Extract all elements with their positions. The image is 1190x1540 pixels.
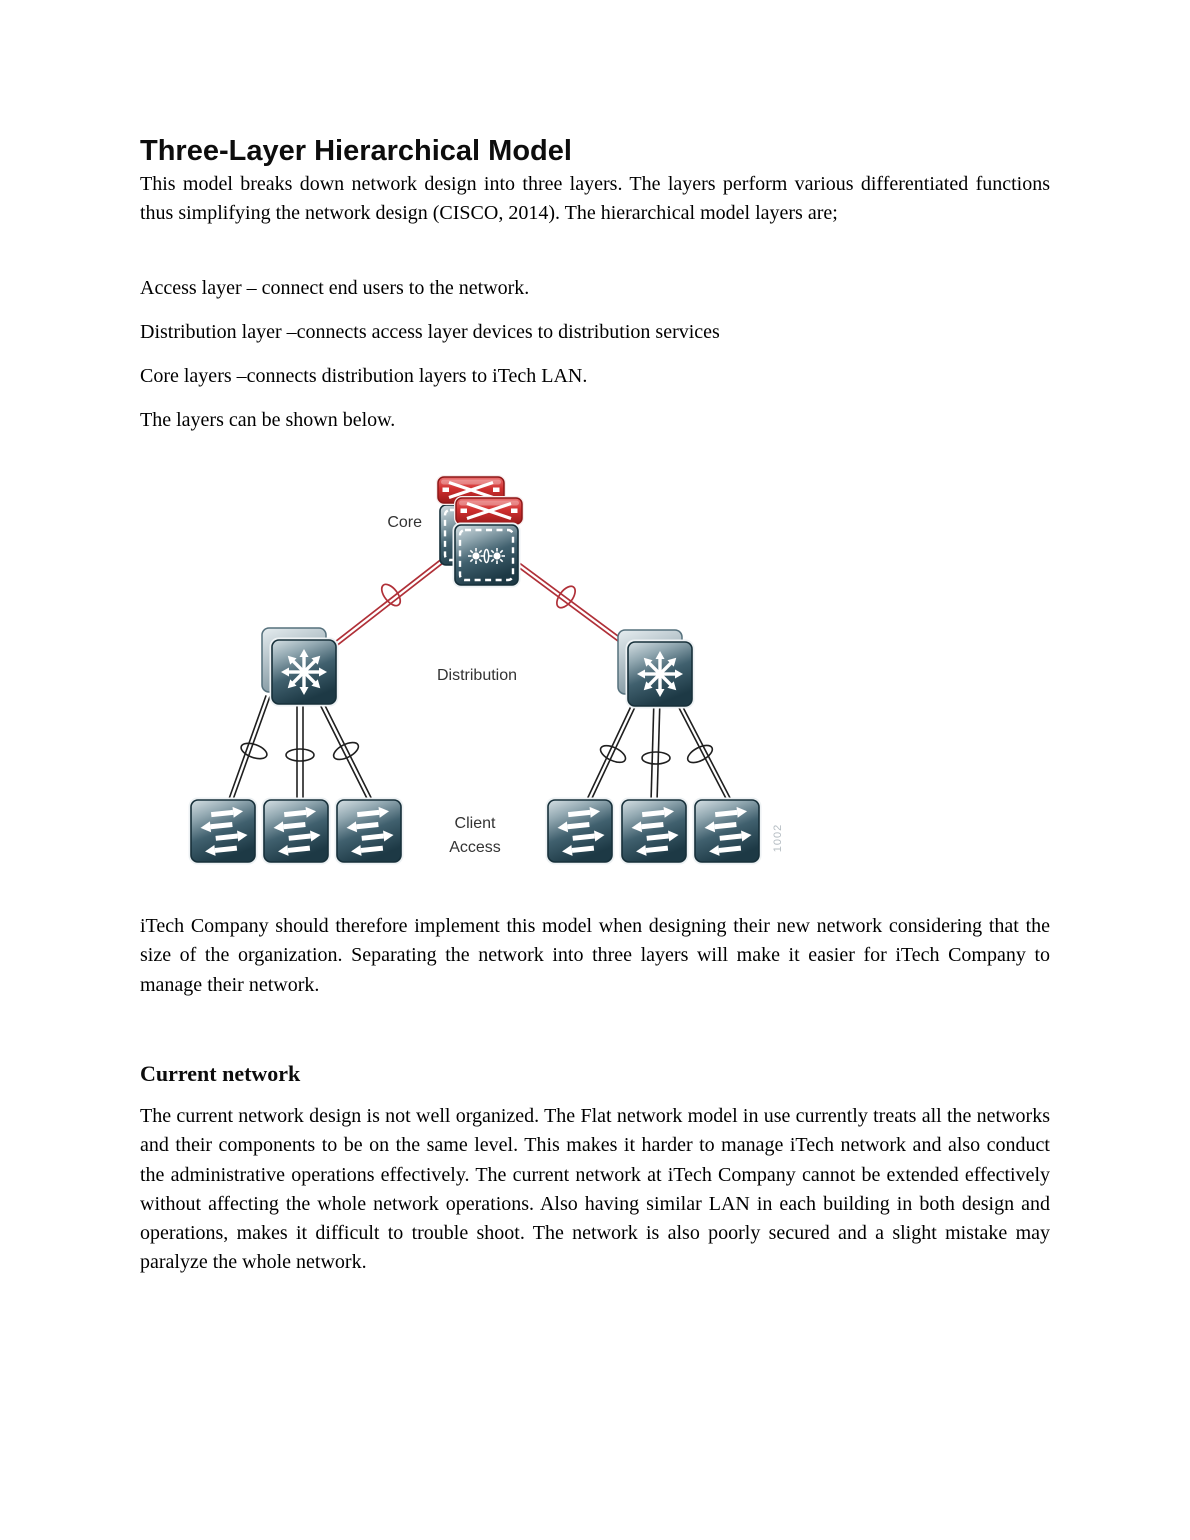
core-router-front-icon — [454, 496, 524, 526]
core-layer-label: Core — [387, 514, 422, 531]
access-switch-6-icon — [693, 798, 762, 865]
layer-line-core: Core layers –connects distribution layers to iTech LAN. — [140, 365, 588, 387]
access-switch-5-icon — [620, 798, 689, 865]
layers-shown-below-line: The layers can be shown below. — [140, 409, 396, 431]
client-access-label-line1: Client — [454, 815, 496, 832]
after-diagram-paragraph: iTech Company should therefore implement this model when designing their new network considering that the size of the organization. Separating the network into three layers will make it easier for iTech Company to manage their network. — [140, 915, 1050, 996]
access-switch-3-icon — [335, 798, 404, 865]
distribution-access-links-right — [586, 695, 732, 803]
access-switch-2-icon — [262, 798, 331, 865]
layer-line-access: Access layer – connect end users to the network. — [140, 277, 530, 299]
distribution-layer-label: Distribution — [436, 667, 518, 684]
client-access-label-line2: Access — [449, 839, 501, 856]
distribution-access-links-left — [228, 695, 373, 803]
current-network-paragraph: The current network design is not well organized. The Flat network model in use currently treats all the networks and their components to be on the same level. This makes it harder to manage iTech network and also conduct the administrative operations effectively. The current network at iTech Company cannot be extended effectively without affecting the whole network operations. Also having similar LAN in each building in both design and operations, makes it difficult to trouble shoot. The network is also poorly secured and a slight mistake may paralyze the whole network. — [140, 1105, 1050, 1274]
intro-paragraph: This model breaks down network design into three layers. The layers perform various differentiated functions thus simplifying the network design (CISCO, 2014). The hierarchical model layers are; — [140, 173, 1050, 225]
network-diagram — [140, 455, 840, 885]
access-switch-4-icon — [546, 798, 615, 865]
page-title: Three-Layer Hierarchical Model — [140, 135, 572, 167]
distribution-switch-left-icon — [262, 628, 339, 707]
distribution-switch-right-icon — [618, 630, 695, 709]
figure-number-watermark: 1002 — [772, 823, 784, 853]
current-network-heading: Current network — [140, 1061, 301, 1086]
layer-line-distribution: Distribution layer –connects access layer devices to distribution services — [140, 321, 720, 343]
access-switch-1-icon — [189, 798, 258, 865]
core-switch-front-icon — [453, 523, 521, 588]
three-layer-diagram-figure — [140, 455, 840, 885]
